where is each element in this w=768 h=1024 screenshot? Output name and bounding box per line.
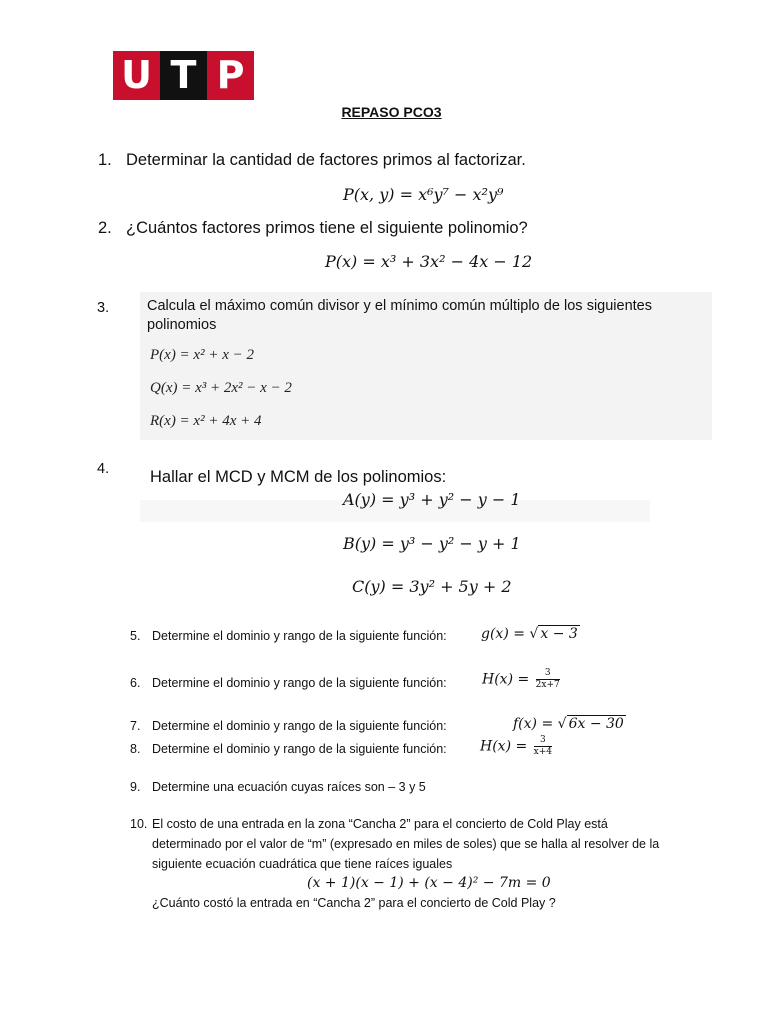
q4-b-formula: B(y) = y³ − y² − y + 1: [343, 534, 521, 553]
logo-letter-t: T: [160, 51, 207, 100]
utp-logo: [113, 51, 254, 100]
q10-line-3: siguiente ecuación cuadrática que tiene raíces iguales: [152, 857, 453, 871]
q9-text: Determine una ecuación cuyas raíces son – 3 y 5: [152, 780, 426, 794]
q8-text: Determine el dominio y rango de la siguiente función:: [152, 742, 447, 756]
q2-text: ¿Cuántos factores primos tiene el siguiente polinomio?: [126, 219, 528, 237]
q5-lhs: g(x) =: [481, 626, 530, 642]
q3-q-formula: Q(x) = x³ + 2x² − x − 2: [150, 380, 292, 396]
q10-number: 10.: [130, 817, 148, 831]
q6-numerator: 3: [536, 668, 560, 680]
q10-line-4: ¿Cuánto costó la entrada en “Cancha 2” para el concierto de Cold Play ?: [152, 896, 556, 910]
q7-number: 7.: [130, 719, 141, 733]
q7-formula: [513, 716, 626, 732]
q6-formula: [482, 668, 560, 691]
q3-r-formula: R(x) = x² + 4x + 4: [150, 413, 262, 429]
q6-denominator: 2x+7: [535, 680, 560, 690]
q4-number: 4.: [97, 461, 110, 477]
q6-number: 6.: [130, 676, 141, 690]
q8-formula: [480, 735, 552, 758]
q10-equation: (x + 1)(x − 1) + (x − 4)² − 7m = 0: [307, 875, 551, 891]
q5-text: Determine el dominio y rango de la siguiente función:: [152, 629, 447, 643]
q9-number: 9.: [130, 780, 141, 794]
sqrt-sign: √: [557, 716, 567, 732]
q7-radicand: 6x − 30: [568, 716, 624, 732]
q6-text: Determine el dominio y rango de la siguiente función:: [152, 676, 447, 690]
q6-lhs: H(x) =: [482, 671, 534, 688]
q3-p-formula: P(x) = x² + x − 2: [150, 347, 254, 363]
q6-fraction: [536, 668, 560, 691]
q5-radicand: x − 3: [540, 626, 578, 642]
logo-letter-u: U: [121, 53, 152, 97]
q1-text: Determinar la cantidad de factores primos al factorizar.: [126, 151, 526, 169]
q4-a-formula: A(y) = y³ + y² − y − 1: [343, 490, 521, 509]
q8-number: 8.: [130, 742, 141, 756]
q5-formula: [481, 626, 580, 642]
page-title: REPASO PCO3: [341, 104, 442, 120]
q4-text: Hallar el MCD y MCM de los polinomios:: [150, 468, 447, 486]
q3-text: Calcula el máximo común divisor y el mínimo común múltiplo de los siguientes polinomios: [147, 298, 652, 333]
q5-number: 5.: [130, 629, 141, 643]
q1-number: 1.: [98, 151, 112, 169]
q7-lhs: f(x) =: [513, 716, 558, 732]
logo-letter-p: P: [216, 53, 245, 97]
q8-fraction: [534, 735, 552, 758]
q8-lhs: H(x) =: [480, 738, 532, 755]
q8-numerator: 3: [534, 735, 552, 747]
q4-c-formula: C(y) = 3y² + 5y + 2: [352, 577, 512, 596]
q1-formula: P(x, y) = x⁶y⁷ − x²y⁹: [343, 185, 504, 204]
q10-line-2: determinado por el valor de “m” (expresado en miles de soles) que se halla al resolver de la: [152, 837, 660, 851]
q2-number: 2.: [98, 219, 112, 237]
q7-text: Determine el dominio y rango de la siguiente función:: [152, 719, 447, 733]
q2-formula: P(x) = x³ + 3x² − 4x − 12: [325, 252, 533, 271]
q8-denominator: x+4: [533, 747, 553, 757]
q10-line-1: El costo de una entrada en la zona “Cancha 2” para el concierto de Cold Play está: [152, 817, 608, 831]
sqrt-sign: √: [529, 626, 539, 642]
q3-number: 3.: [97, 300, 110, 316]
